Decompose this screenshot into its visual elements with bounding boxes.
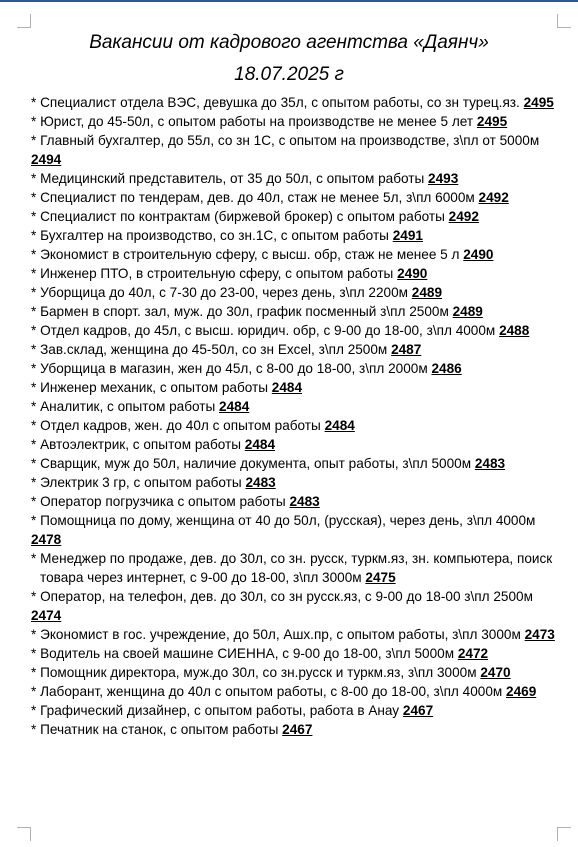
- vacancy-text: * Помощник директора, муж.до 30л, со зн.русск и туркм.яз, з\пл 3000м: [31, 665, 481, 680]
- vacancy-code: 2469: [506, 684, 537, 699]
- vacancy-code: 2489: [411, 285, 443, 300]
- vacancy-code: 2483: [245, 475, 276, 490]
- vacancy-list: [31, 93, 566, 739]
- vacancy-code: 2473: [524, 627, 555, 642]
- vacancy-text: * Бармен в спорт. зал, муж. до 30л, график посменный з\пл 2500м: [31, 304, 453, 319]
- corner-mark-top-left: [17, 14, 31, 28]
- vacancy-code: 2490: [463, 247, 494, 262]
- top-accent-bar: [0, 0, 578, 2]
- vacancy-item: [31, 131, 566, 169]
- vacancy-item: [31, 682, 566, 701]
- vacancy-item: [31, 264, 566, 283]
- document-date: 18.07.2025 г: [234, 64, 344, 85]
- vacancy-code: 2488: [499, 323, 530, 338]
- vacancy-text: * Инженер механик, с опытом работы: [31, 380, 272, 395]
- vacancy-code: 2495: [476, 114, 508, 129]
- vacancy-item: [31, 720, 566, 739]
- vacancy-item: [31, 492, 566, 511]
- vacancy-item: [31, 473, 566, 492]
- vacancy-text: * Помощница по дому, женщина от 40 до 50л, (русская), через день, з\пл 4000м: [31, 513, 536, 528]
- vacancy-item: [31, 587, 566, 625]
- vacancy-code: 2470: [480, 665, 511, 680]
- vacancy-item: [31, 701, 566, 720]
- vacancy-text: * Электрик 3 гр, с опытом работы: [31, 475, 246, 490]
- vacancy-code: 2492: [478, 190, 509, 205]
- vacancy-item: [31, 283, 566, 302]
- vacancy-code: 2483: [474, 456, 506, 471]
- vacancy-item: [31, 378, 566, 397]
- corner-mark-top-right: [557, 14, 571, 28]
- vacancy-code: 2491: [392, 228, 423, 243]
- vacancy-text: * Бухгалтер на производство, со зн.1С, с опытом работы: [31, 228, 393, 243]
- vacancy-code: 2483: [289, 494, 320, 509]
- vacancy-code: 2490: [397, 266, 428, 281]
- vacancy-item: [31, 302, 566, 321]
- vacancy-text: * Медицинский представитель, от 35 до 50л, с опытом работы: [31, 171, 429, 186]
- document-title: Вакансии от кадрового агентства «Даянч»: [89, 32, 489, 53]
- vacancy-code: 2474: [31, 608, 62, 623]
- vacancy-item: [31, 644, 566, 663]
- vacancy-item: [31, 625, 566, 644]
- vacancy-text: * Сварщик, муж до 50л, наличие документа, опыт работы, з\пл 5000м: [31, 456, 475, 471]
- vacancy-code: 2487: [391, 342, 422, 357]
- vacancy-code: 2492: [448, 209, 479, 224]
- vacancy-text: * Зав.склад, женщина до 45-50л, со зн Excel, з\пл 2500м: [31, 342, 392, 357]
- vacancy-code: 2484: [219, 399, 250, 414]
- vacancy-text: * Автоэлектрик, с опытом работы: [31, 437, 245, 452]
- vacancy-text: * Отдел кадров, жен. до 40л с опытом работы: [31, 418, 325, 433]
- vacancy-item: [31, 93, 566, 112]
- vacancy-code: 2484: [244, 437, 276, 452]
- vacancy-item: [31, 416, 566, 435]
- vacancy-item: [31, 169, 566, 188]
- vacancy-item: [31, 435, 566, 454]
- corner-mark-bottom-left: [17, 827, 31, 841]
- vacancy-text: * Уборщица в магазин, жен до 45л, с 8-00 до 18-00, з\пл 2000м: [31, 361, 432, 376]
- vacancy-item-continuation: [31, 568, 566, 587]
- vacancy-code: 2475: [365, 570, 396, 585]
- vacancy-text: * Менеджер по продаже, дев. до 30л, со зн. русск, туркм.яз, зн. компьютера, поиск: [31, 551, 553, 566]
- vacancy-code: 2472: [457, 646, 489, 661]
- vacancy-text: * Водитель на своей машине СИЕННА, с 9-00 до 18-00, з\пл 5000м: [31, 646, 458, 661]
- vacancy-text: * Экономист в строительную сферу, с высш. обр, стаж не менее 5 л: [31, 247, 464, 262]
- vacancy-text: * Специалист отдела ВЭС, девушка до 35л, с опытом работы, со зн турец.яз.: [31, 95, 524, 110]
- vacancy-item: [31, 359, 566, 378]
- vacancy-code: 2494: [31, 152, 62, 167]
- vacancy-item: [31, 112, 566, 131]
- vacancy-item: [31, 207, 566, 226]
- vacancy-item: [31, 321, 566, 340]
- vacancy-text: * Экономист в гос. учреждение, до 50л, Ашх.пр, с опытом работы, з\пл 3000м: [31, 627, 525, 642]
- vacancy-text: * Оператор погрузчика с опытом работы: [31, 494, 290, 509]
- vacancy-code: 2467: [282, 722, 313, 737]
- vacancy-code: 2484: [271, 380, 303, 395]
- vacancy-item: [31, 226, 566, 245]
- vacancy-code: 2495: [523, 95, 554, 110]
- vacancy-item: [31, 245, 566, 264]
- vacancy-text: * Юрист, до 45-50л, с опытом работы на производстве не менее 5 лет: [31, 114, 477, 129]
- corner-mark-bottom-right: [557, 827, 571, 841]
- vacancy-item: [31, 549, 566, 568]
- vacancy-text: * Специалист по контрактам (биржевой брокер) с опытом работы: [31, 209, 449, 224]
- vacancy-item: [31, 511, 566, 549]
- vacancy-text: * Специалист по тендерам, дев. до 40л, стаж не менее 5л, з\пл 6000м: [31, 190, 479, 205]
- vacancy-code: 2493: [428, 171, 459, 186]
- vacancy-text: * Графический дизайнер, с опытом работы, работа в Анау: [31, 703, 403, 718]
- vacancy-item: [31, 454, 566, 473]
- vacancy-item: [31, 663, 566, 682]
- vacancy-text: * Аналитик, с опытом работы: [31, 399, 220, 414]
- vacancy-code: 2489: [452, 304, 483, 319]
- vacancy-code: 2467: [402, 703, 434, 718]
- vacancy-text: * Главный бухгалтер, до 55л, со зн 1С, с опытом на производстве, з\пл от 5000м: [31, 133, 540, 148]
- vacancy-text: товара через интернет, с 9-00 до 18-00, з\пл 3000м: [40, 570, 366, 585]
- vacancy-text: * Лаборант, женщина до 40л с опытом работы, с 8-00 до 18-00, з\пл 4000м: [31, 684, 507, 699]
- vacancy-item: [31, 188, 566, 207]
- vacancy-code: 2484: [324, 418, 355, 433]
- vacancy-text: * Уборщица до 40л, с 7-30 до 23-00, через день, з\пл 2200м: [31, 285, 412, 300]
- vacancy-code: 2486: [431, 361, 462, 376]
- vacancy-text: * Печатник на станок, с опытом работы: [31, 722, 283, 737]
- vacancy-code: 2478: [31, 532, 62, 547]
- vacancy-item: [31, 340, 566, 359]
- vacancy-text: * Отдел кадров, до 45л, с высш. юридич. обр, с 9-00 до 18-00, з\пл 4000м: [31, 323, 500, 338]
- vacancy-text: * Оператор, на телефон, дев. до 30л, со зн русск.яз, с 9-00 до 18-00 з\пл 2500м: [31, 589, 533, 604]
- vacancy-item: [31, 397, 566, 416]
- vacancy-text: * Инженер ПТО, в строительную сферу, с опытом работы: [31, 266, 398, 281]
